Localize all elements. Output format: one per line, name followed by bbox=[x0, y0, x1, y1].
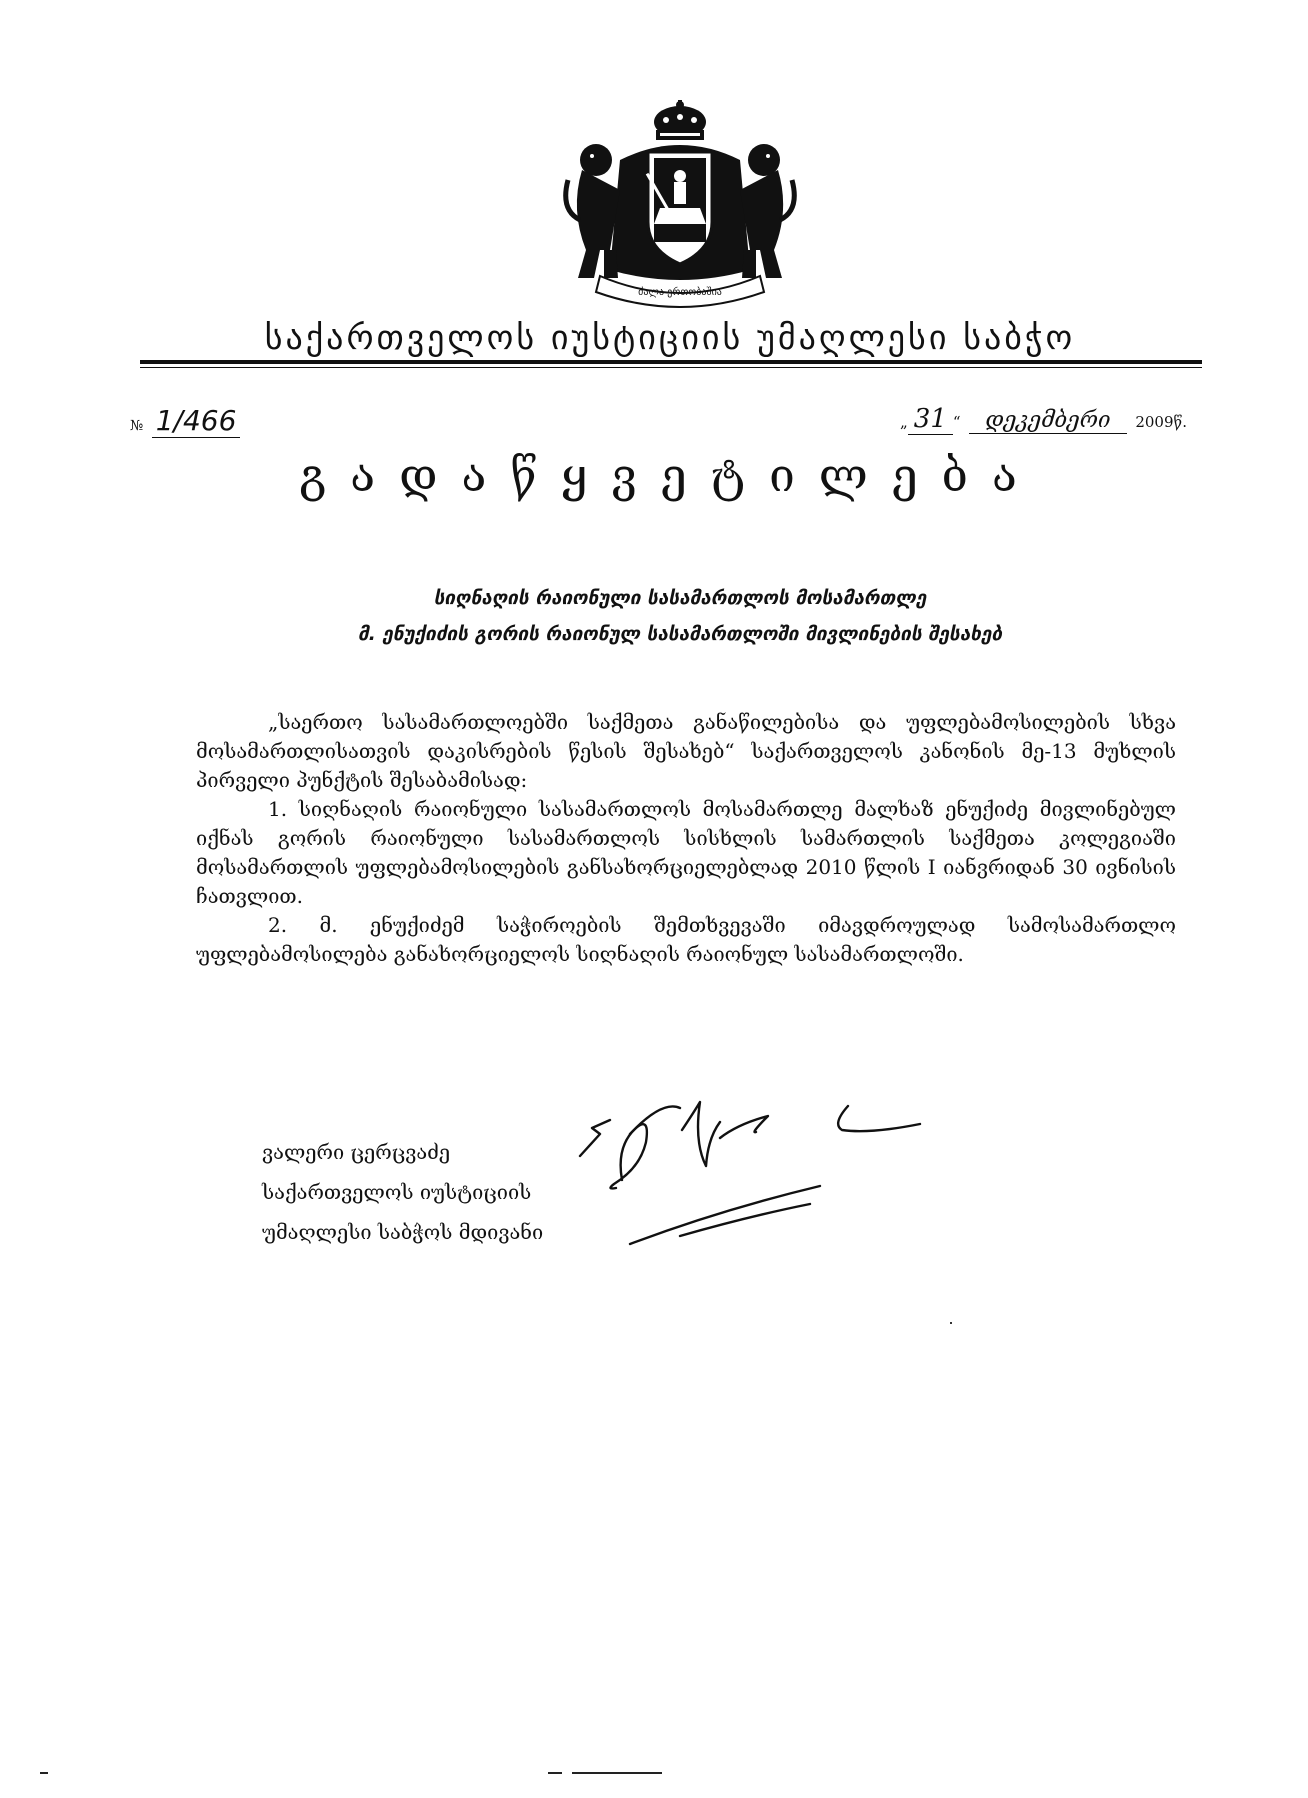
document-subject bbox=[150, 580, 1210, 652]
document-number bbox=[130, 404, 240, 437]
handwritten-signature bbox=[570, 1094, 990, 1254]
scan-speck bbox=[950, 1322, 952, 1324]
decision-item-1: 1. სიღნაღის რაიონული სასამართლოს მოსამართლე მალხაზ ენუქიძე მივლინებულ იქნას გორის რაიონული სასამართლოს სისხლის სამართლის საქმეთა კოლეგიაში მოსამართლის უფლებამოსილების განსახორციელებლად 2010 წლის I იანვრიდან 30 ივნისის ჩათვლით. bbox=[196, 797, 1176, 908]
document-body bbox=[196, 708, 1176, 969]
organization-name: საქართველოს იუსტიციის უმაღლესი საბჭო bbox=[264, 318, 1076, 358]
header-rule-thick bbox=[140, 360, 1202, 364]
decision-item-2: 2. მ. ენუქიძემ საჭიროების შემთხვევაში იმავდროულად სამოსამართლო უფლებამოსილება განახორციელოს სიღნაღის რაიონულ სასამართლოში. bbox=[196, 913, 1176, 966]
signatory-position-line-1: საქართველოს იუსტიციის bbox=[262, 1180, 532, 1204]
date-month: დეკემბერი bbox=[969, 408, 1126, 434]
document-title: გადაწყვეტილება bbox=[299, 448, 1041, 502]
scan-edge-mark bbox=[572, 1772, 662, 1774]
emblem-motto: ძალა ერთობაშია bbox=[638, 287, 722, 298]
signatory-name: ვალერი ცერცვაძე bbox=[262, 1140, 451, 1164]
number-prefix: № bbox=[130, 418, 144, 434]
scan-edge-mark bbox=[548, 1772, 562, 1774]
scan-edge-mark bbox=[40, 1772, 48, 1774]
document-date: „ 31 “ დეკემბერი 2009წ. bbox=[900, 404, 1187, 434]
subject-line-2: მ. ენუქიძის გორის რაიონულ სასამართლოში მივლინების შესახებ bbox=[357, 623, 1003, 645]
number-value: 1/466 bbox=[152, 404, 241, 438]
signatory-block bbox=[262, 1132, 543, 1252]
subject-line-1: სიღნაღის რაიონული სასამართლოს მოსამართლე bbox=[433, 587, 927, 609]
coat-of-arms-emblem bbox=[560, 100, 800, 308]
header-rule-thin bbox=[140, 367, 1202, 368]
date-day: 31 bbox=[908, 404, 953, 435]
date-year: 2009წ. bbox=[1135, 413, 1187, 431]
preamble-paragraph: „საერთო სასამართლოებში საქმეთა განაწილებისა და უფლებამოსილების სხვა მოსამართლისათვის დაკისრების წესის შესახებ“ საქართველოს კანონის მე-13 მუხლის პირველი პუნქტის შესაბამისად: bbox=[196, 710, 1176, 792]
signatory-position-line-2: უმაღლესი საბჭოს მდივანი bbox=[262, 1220, 544, 1244]
